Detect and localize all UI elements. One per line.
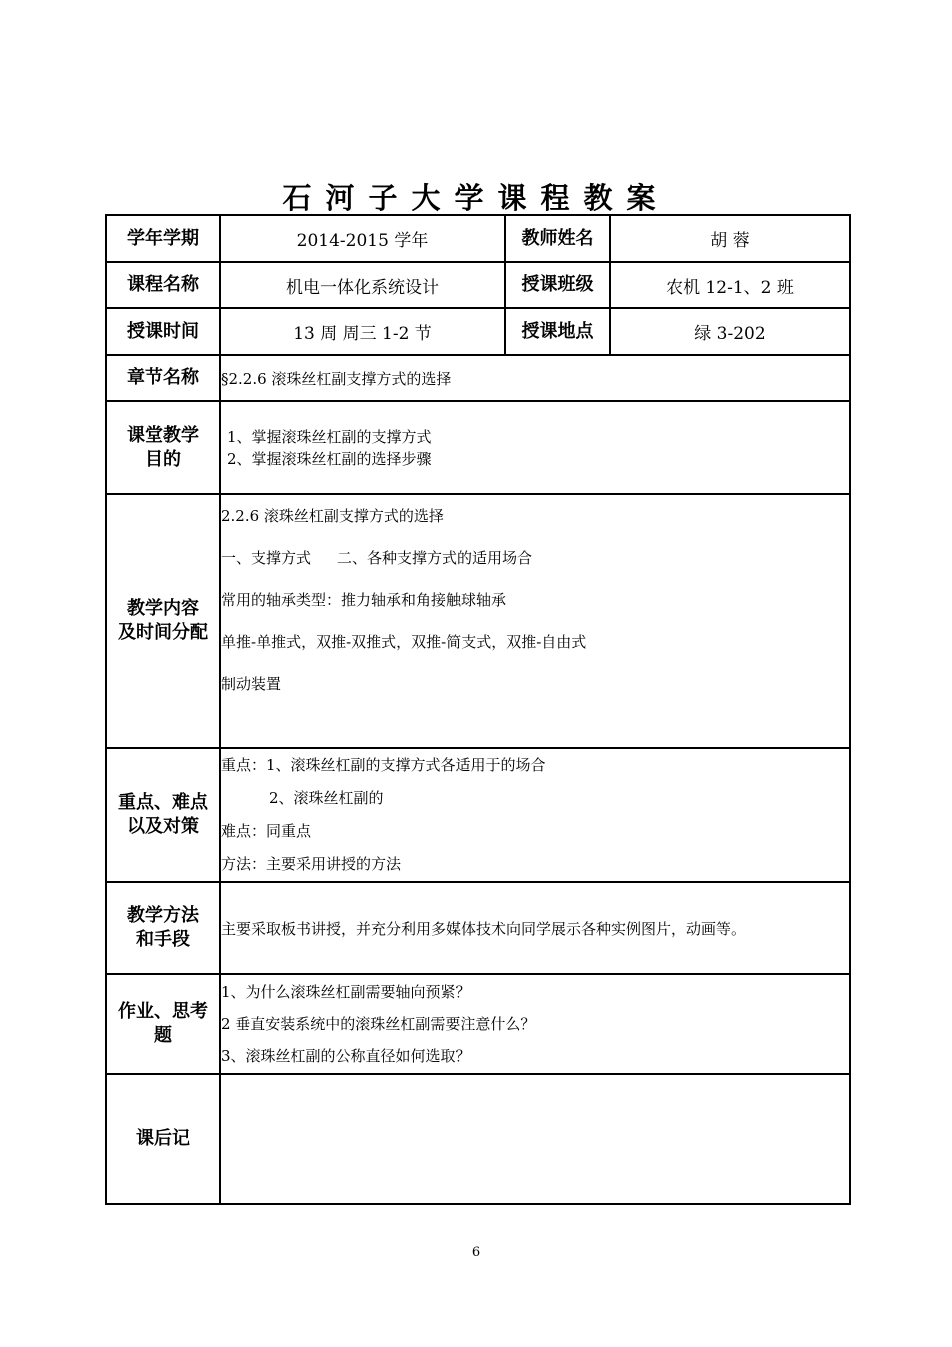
keypoints-label-line-2: 以及对策 [127,816,199,837]
keypoints-cell [220,748,850,882]
keypoints-label-line-1: 重点、难点 [118,792,208,813]
goal-item-2: 2、掌握滚珠丝杠副的选择步骤 [227,449,432,468]
course-label: 课程名称 [106,262,220,308]
row-semester [106,215,850,262]
content-label-line-2: 及时间分配 [118,622,208,643]
content-cell [220,494,850,748]
content-label-line-1: 教学内容 [127,598,199,619]
semester-value: 2014-2015 学年 [220,215,505,262]
after-class-value [220,1074,850,1204]
content-label [106,494,220,748]
keypoint-line-4: 方法：主要采用讲授的方法 [221,855,402,873]
class-label: 授课班级 [505,262,610,308]
row-course [106,262,850,308]
goals-label-line-1: 课堂教学 [127,424,199,446]
method-value: 主要采取板书讲授，并充分利用多媒体技术向同学展示各种实例图片，动画等。 [220,882,850,974]
homework-cell [220,974,850,1074]
content-line-3: 常用的轴承类型：推力轴承和角接触球轴承 [221,591,507,609]
content-line-2a: 一、支撑方式 [221,549,312,567]
method-label-line-2: 和手段 [136,929,190,950]
class-value: 农机 12-1、2 班 [610,262,850,308]
row-keypoints [106,748,850,882]
content-line-1: 2.2.6 滚珠丝杠副支撑方式的选择 [221,507,444,525]
after-class-label: 课后记 [106,1074,220,1204]
homework-item-3: 3、滚珠丝杠副的公称直径如何选取？ [221,1047,471,1065]
homework-item-2: 2 垂直安装系统中的滚珠丝杠副需要注意什么？ [221,1015,536,1033]
content-line-2 [221,537,849,579]
homework-label-line-1: 作业、思考 [118,1001,208,1022]
homework-label-line-2: 题 [154,1025,172,1046]
row-homework [106,974,850,1074]
homework-label [106,974,220,1074]
teacher-label: 教师姓名 [505,215,610,262]
keypoint-line-2: 2、滚珠丝杠副的 [269,789,384,807]
content-line-2b: 二、各种支撑方式的适用场合 [337,549,533,567]
row-after-class [106,1074,850,1204]
course-value: 机电一体化系统设计 [220,262,505,308]
chapter-value: §2.2.6 滚珠丝杠副支撑方式的选择 [220,355,850,401]
row-goals [106,401,850,494]
homework-item-1: 1、为什么滚珠丝杠副需要轴向预紧？ [221,983,471,1001]
goal-item-1: 1、掌握滚珠丝杠副的支撑方式 [227,427,432,446]
goals-label-line-2: 目的 [145,448,181,470]
chapter-label: 章节名称 [106,355,220,401]
location-value: 绿 3-202 [610,308,850,355]
row-chapter [106,355,850,401]
content-line-5: 制动装置 [221,675,282,693]
goals-label [106,401,220,494]
teacher-value: 胡 蓉 [610,215,850,262]
method-label-line-1: 教学方法 [127,905,199,926]
time-value: 13 周 周三 1-2 节 [220,308,505,355]
semester-label: 学年学期 [106,215,220,262]
location-label: 授课地点 [505,308,610,355]
goals-cell [220,401,850,494]
row-content [106,494,850,748]
document-title: 石河子大学课程教案 [282,181,670,215]
lesson-plan-table [105,214,851,1205]
page-number: 6 [471,1245,481,1260]
keypoint-line-3: 难点：同重点 [221,822,312,840]
keypoints-label [106,748,220,882]
keypoint-line-1: 重点：1、滚珠丝杠副的支撑方式各适用于的场合 [221,756,546,774]
content-line-4: 单推-单推式，双推-双推式，双推-简支式，双推-自由式 [221,633,587,651]
method-label [106,882,220,974]
row-method [106,882,850,974]
time-label: 授课时间 [106,308,220,355]
row-time [106,308,850,355]
